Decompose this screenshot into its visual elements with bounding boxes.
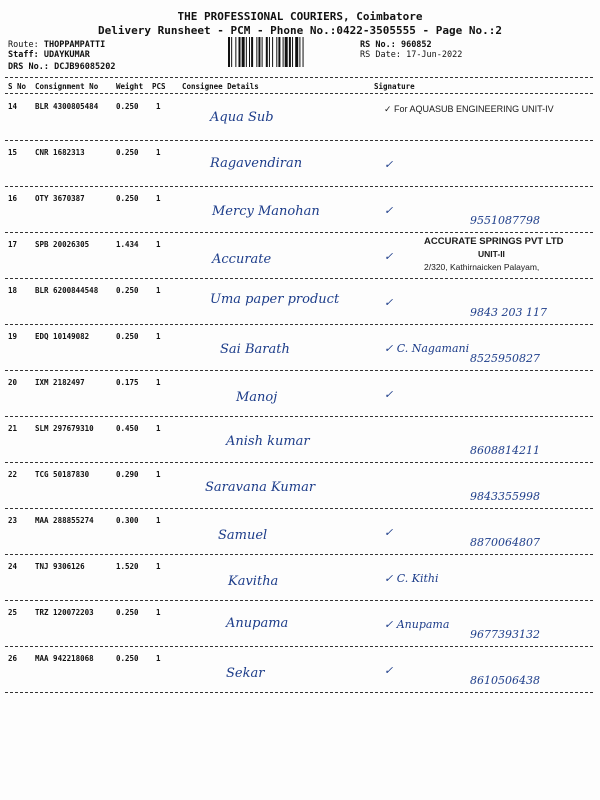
row-separator (5, 600, 593, 601)
row-signature: ✓ (384, 204, 394, 217)
row-weight: 0.290 (116, 470, 139, 479)
row-consignment-no: MAA 942218068 (35, 654, 94, 663)
row-signature: ✓ For AQUASUB ENGINEERING UNIT-IV (384, 104, 554, 114)
rs-no-label: RS No.: (360, 40, 396, 50)
row-signature: ✓ Anupama (384, 618, 450, 631)
row-phone-note: 9677393132 (470, 628, 540, 641)
row-consignment-no: CNR 1682313 (35, 148, 85, 157)
row-consignment-no: SLM 297679310 (35, 424, 94, 433)
staff-value: UDAYKUMAR (43, 50, 90, 60)
rs-no-value: 960852 (400, 40, 432, 50)
row-phone-note: 9551087798 (470, 214, 540, 227)
row-weight: 0.175 (116, 378, 139, 387)
row-consignee-name: Samuel (218, 528, 268, 543)
rs-date-value: 17-Jun-2022 (406, 50, 463, 60)
rs-no-line (360, 40, 432, 50)
row-pcs: 1 (156, 562, 161, 571)
row-separator (5, 646, 593, 647)
row-phone-note: 9843355998 (470, 490, 540, 503)
row-phone-note: 9843 203 117 (470, 306, 547, 319)
staff-line (8, 50, 90, 60)
col-consignment: Consignment No (35, 82, 99, 91)
row-signature: ✓ (384, 250, 394, 263)
row-consignment-no: EDQ 10149082 (35, 332, 90, 341)
drs-value: DCJB96085202 (54, 62, 116, 72)
row-pcs: 1 (156, 424, 161, 433)
row-consignment-no: TNJ 9306126 (35, 562, 85, 571)
company-stamp-line3: 2/320, Kathirnaicken Palayam, (424, 262, 540, 272)
barcode-icon (228, 37, 338, 67)
row-phone-note: 8525950827 (470, 352, 540, 365)
row-sno: 14 (8, 102, 18, 111)
row-separator (5, 416, 593, 417)
row-consignee-name: Anish kumar (226, 434, 310, 449)
row-separator (5, 370, 593, 371)
row-consignee-name: Anupama (226, 616, 289, 631)
row-consignee-name: Saravana Kumar (205, 480, 316, 495)
row-separator (5, 508, 593, 509)
col-weight: Weight (116, 82, 144, 91)
header-separator (5, 77, 593, 78)
row-separator (5, 462, 593, 463)
row-signature: ✓ C. Kithi (384, 572, 439, 585)
row-sno: 18 (8, 286, 18, 295)
route-label: Route: (8, 40, 39, 50)
row-consignment-no: OTY 3670387 (35, 194, 85, 203)
row-phone-note: 8870064807 (470, 536, 540, 549)
row-consignment-no: IXM 2182497 (35, 378, 85, 387)
row-consignee-name: Sekar (226, 666, 265, 681)
row-weight: 1.434 (116, 240, 139, 249)
drs-line (8, 62, 116, 72)
row-weight: 0.250 (116, 608, 139, 617)
row-sno: 24 (8, 562, 18, 571)
company-title: THE PROFESSIONAL COURIERS, Coimbatore (177, 10, 423, 23)
row-consignment-no: TRZ 120072203 (35, 608, 94, 617)
row-consignment-no: BLR 4300805484 (35, 102, 99, 111)
row-signature: ✓ (384, 526, 394, 539)
row-weight: 0.450 (116, 424, 139, 433)
row-phone-note: 8610506438 (470, 674, 540, 687)
row-pcs: 1 (156, 470, 161, 479)
row-sno: 25 (8, 608, 18, 617)
col-signature: Signature (374, 82, 415, 91)
row-consignee-name: Ragavendiran (210, 156, 303, 171)
route-value: THOPPAMPATTI (43, 40, 106, 50)
row-weight: 1.520 (116, 562, 139, 571)
row-consignee-name: Kavitha (228, 574, 279, 589)
rs-date-label: RS Date: (360, 50, 401, 60)
row-pcs: 1 (156, 148, 161, 157)
row-separator (5, 278, 593, 279)
row-pcs: 1 (156, 286, 161, 295)
row-separator (5, 140, 593, 141)
row-weight: 0.250 (116, 194, 139, 203)
route-line (8, 40, 105, 50)
row-pcs: 1 (156, 378, 161, 387)
runsheet-title: Delivery Runsheet - PCM - Phone No.:0422-3505555 - Page No.:2 (98, 24, 502, 37)
row-sno: 17 (8, 240, 18, 249)
row-weight: 0.250 (116, 654, 139, 663)
row-pcs: 1 (156, 102, 161, 111)
row-weight: 0.250 (116, 148, 139, 157)
row-pcs: 1 (156, 608, 161, 617)
row-consignment-no: SPB 20026305 (35, 240, 90, 249)
row-phone-note: 8608814211 (470, 444, 540, 457)
row-weight: 0.250 (116, 286, 139, 295)
row-consignee-name: Mercy Manohan (212, 204, 320, 219)
row-pcs: 1 (156, 516, 161, 525)
row-sno: 20 (8, 378, 18, 387)
row-pcs: 1 (156, 654, 161, 663)
company-stamp-line2: UNIT-II (478, 249, 505, 259)
row-consignee-name: Uma paper product (210, 292, 340, 307)
row-pcs: 1 (156, 332, 161, 341)
drs-label: DRS No.: (8, 62, 49, 72)
row-separator (5, 186, 593, 187)
row-consignee-name: Aqua Sub (210, 110, 274, 125)
row-pcs: 1 (156, 240, 161, 249)
col-sno: S No (8, 82, 27, 91)
row-sno: 16 (8, 194, 18, 203)
row-signature: ✓ (384, 296, 394, 309)
row-consignment-no: TCG 50187830 (35, 470, 90, 479)
company-stamp-line1: ACCURATE SPRINGS PVT LTD (424, 236, 564, 247)
row-consignment-no: MAA 288855274 (35, 516, 94, 525)
col-pcs: PCS (152, 82, 166, 91)
row-consignee-name: Sai Barath (220, 342, 290, 357)
row-separator (5, 554, 593, 555)
row-signature: ✓ C. Nagamani (384, 342, 470, 355)
row-signature: ✓ (384, 388, 394, 401)
row-consignment-no: BLR 6200844548 (35, 286, 99, 295)
row-sno: 23 (8, 516, 18, 525)
row-consignee-name: Manoj (236, 390, 278, 405)
column-separator (5, 93, 593, 94)
row-separator (5, 324, 593, 325)
col-consignee: Consignee Details (182, 82, 259, 91)
row-sno: 26 (8, 654, 18, 663)
row-signature: ✓ (384, 664, 394, 677)
row-pcs: 1 (156, 194, 161, 203)
staff-label: Staff: (8, 50, 39, 60)
row-sno: 22 (8, 470, 18, 479)
row-signature: ✓ (384, 158, 394, 171)
row-sno: 15 (8, 148, 18, 157)
row-sno: 21 (8, 424, 18, 433)
row-consignee-name: Accurate (212, 252, 272, 267)
row-separator (5, 232, 593, 233)
row-weight: 0.300 (116, 516, 139, 525)
row-separator (5, 692, 593, 693)
row-weight: 0.250 (116, 332, 139, 341)
row-sno: 19 (8, 332, 18, 341)
rs-date-line (360, 50, 462, 60)
row-weight: 0.250 (116, 102, 139, 111)
